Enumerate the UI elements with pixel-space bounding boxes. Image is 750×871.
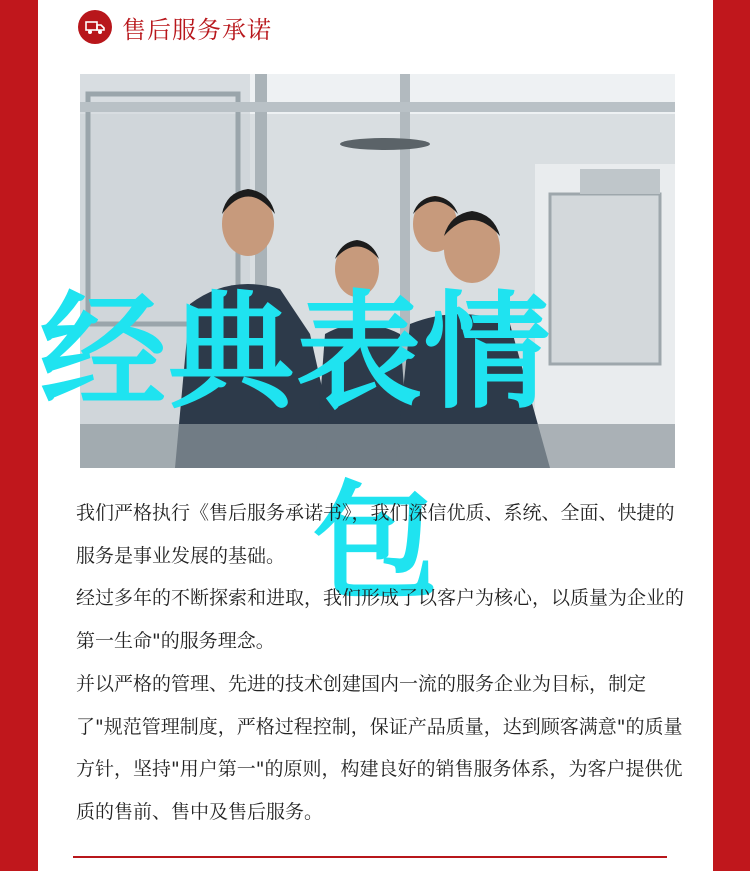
paragraph: 我们严格执行《售后服务承诺书》，我们深信优质、系统、全面、快捷的服务是事业发展的基础。 — [76, 502, 675, 567]
paragraph: 并以严格的管理、先进的技术创建国内一流的服务企业为目标，制定了"规范管理制度，严格过程控制，保证产品质量，达到顾客满意"的质量方针，坚持"用户第一"的原则，构建良好的销售服务体系，为客户提供优质的售前、售中及售后服务。 — [76, 672, 683, 823]
commitment-text — [76, 492, 684, 834]
bottom-divider — [73, 856, 667, 858]
overlay-title-line1: 经典表情 — [40, 279, 552, 426]
section-header — [78, 10, 272, 44]
paragraph: 经过多年的不断探索和进取，我们形成了以客户为核心，以质量为企业的第一生命"的服务理念。 — [76, 587, 685, 653]
overlay-title-line2: 包 — [312, 469, 440, 616]
truck-icon — [78, 10, 112, 44]
section-title: 售后服务承诺 — [122, 15, 272, 44]
